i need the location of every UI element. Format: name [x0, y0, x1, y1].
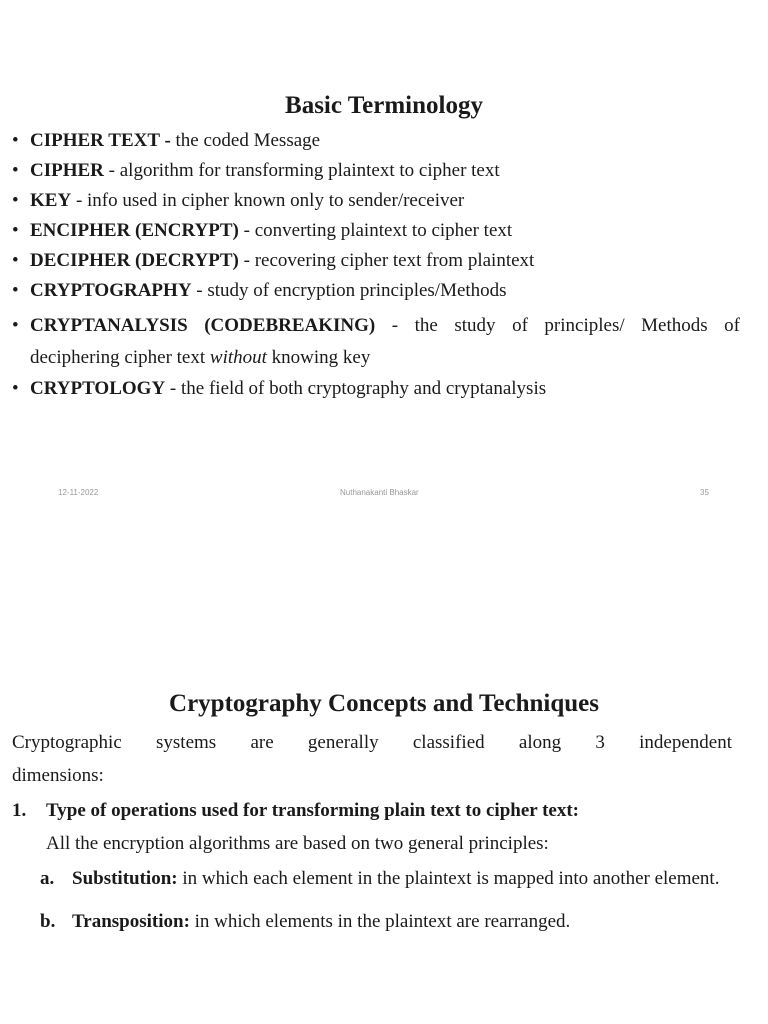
definition-end: knowing key — [266, 347, 371, 368]
definition: - info used in cipher known only to sender/receiver — [71, 190, 465, 211]
footer-date: 12-11-2022 — [58, 488, 99, 497]
term: CRYPTOLOGY — [30, 378, 166, 399]
list-item: • CRYPTOLOGY - the field of both cryptography and cryptanalysis — [12, 378, 547, 399]
slide-title: Basic Terminology — [285, 92, 483, 119]
definition: - the study of principles/ Methods of deciphering cipher text — [30, 315, 740, 368]
item-text: All the encryption algorithms are based on two general principles: — [46, 833, 549, 854]
list-item: • CRYPTANALYSIS (CODEBREAKING) - the study of principles/ Methods of deciphering cipher text without knowing key — [12, 315, 740, 368]
slide-crypto-concepts — [0, 660, 768, 1024]
list-item: • CIPHER - algorithm for transforming plaintext to cipher text — [12, 160, 500, 181]
list-item: • CRYPTOGRAPHY - study of encryption principles/Methods — [12, 280, 507, 301]
slide-title: Cryptography Concepts and Techniques — [169, 690, 599, 717]
numbered-item: 1. Type of operations used for transforming plain text to cipher text: All the encryption algorithms are based on two general principles: — [12, 794, 732, 860]
terminology-list — [10, 126, 740, 404]
footer-author: Nuthanakanti Bhaskar — [340, 488, 419, 497]
emphasis: without — [209, 347, 267, 368]
list-item: • CIPHER TEXT - the coded Message — [12, 130, 321, 151]
term: DECIPHER (DECRYPT) — [30, 250, 239, 271]
definition: the coded Message — [170, 130, 321, 151]
list-item: • ENCIPHER (ENCRYPT) - converting plaintext to cipher text — [12, 220, 513, 241]
definition: - study of encryption principles/Methods — [191, 280, 507, 301]
definition: - algorithm for transforming plaintext to cipher text — [103, 160, 500, 181]
footer-page-number: 35 — [700, 488, 709, 497]
term: CIPHER TEXT - — [30, 130, 171, 151]
term: CRYPTOGRAPHY — [30, 280, 192, 301]
list-item: • KEY - info used in cipher known only to sender/receiver — [12, 190, 465, 211]
definition: - converting plaintext to cipher text — [238, 220, 513, 241]
intro-paragraph: Cryptographic systems are generally classified along 3 independent dimensions: — [12, 732, 732, 786]
term: CIPHER — [30, 160, 104, 181]
term: CRYPTANALYSIS (CODEBREAKING) — [30, 315, 376, 336]
slide-body — [12, 726, 732, 938]
list-item: • DECIPHER (DECRYPT) - recovering cipher text from plaintext — [12, 250, 535, 271]
item-heading: Type of operations used for transforming plain text to cipher text: — [46, 800, 580, 821]
sub-item-substitution: a. Substitution: in which each element in the plaintext is mapped into another element. — [40, 868, 720, 889]
term: KEY — [30, 190, 72, 211]
definition: - the field of both cryptography and cryptanalysis — [165, 378, 547, 399]
definition: - recovering cipher text from plaintext — [238, 250, 535, 271]
sub-item-transposition: b. Transposition: in which elements in the plaintext are rearranged. — [40, 911, 571, 932]
term: ENCIPHER (ENCRYPT) — [30, 220, 239, 241]
